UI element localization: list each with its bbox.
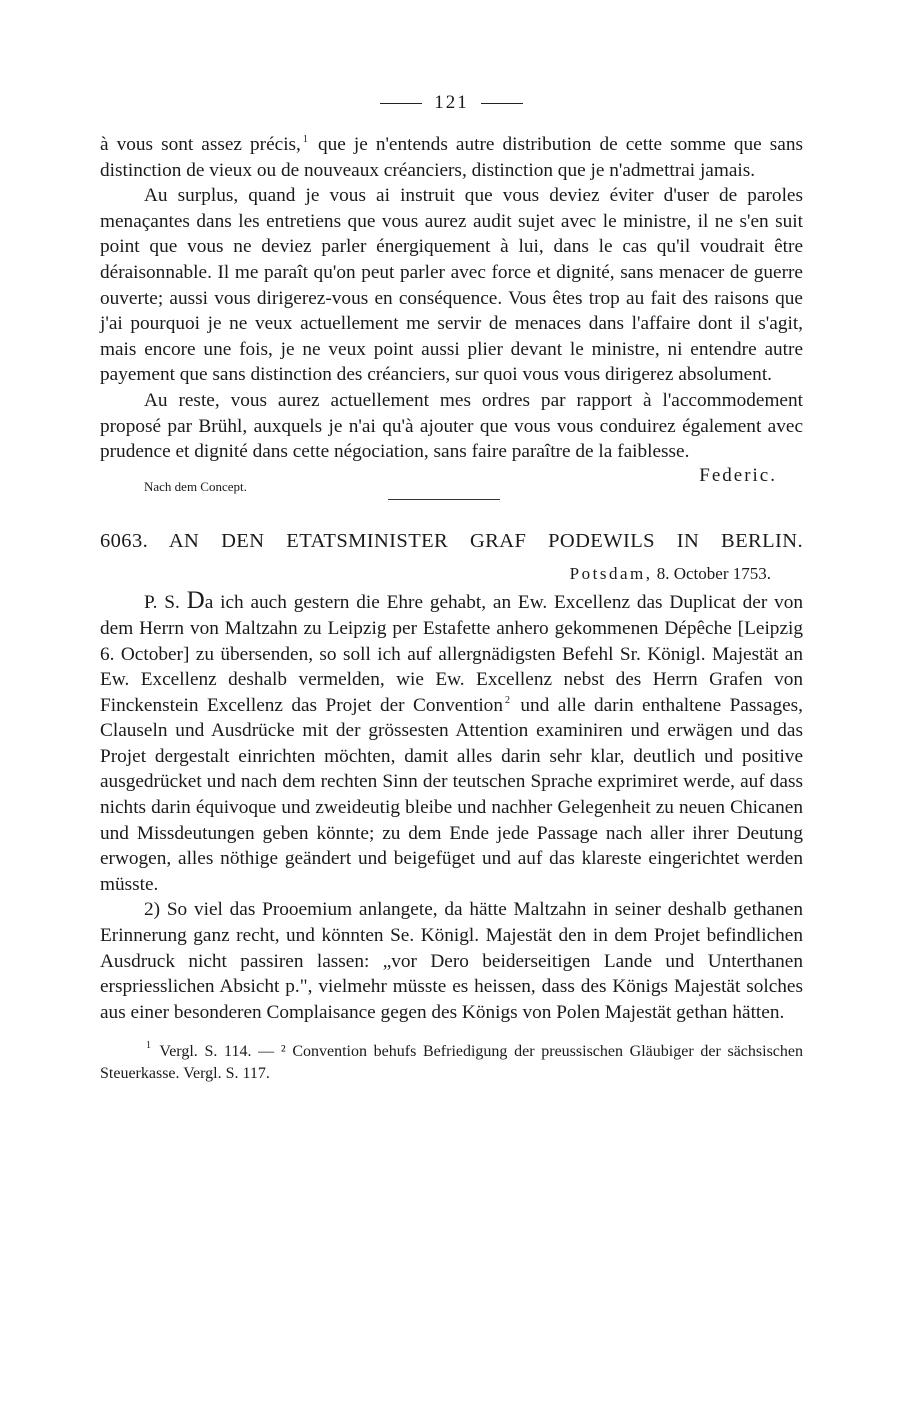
paragraph-text: a ich auch gestern die Ehre gehabt, an Ew. Excellenz das Duplicat der von dem Herrn von Maltzahn zu Leipzig per Estafette anhero gekommenen Dépêche [Leipzig 6. October] zu übersenden, so soll ich auf allergnädigsten Befehl Sr. Königl. Majestät an Ew. Excellenz deshalb vermelden, wie Ew. Excellenz nebst des Herrn Grafen von Finckenstein Excellenz das Projet der Convention <box>100 592 803 716</box>
header-rule-left <box>380 103 422 104</box>
letter-heading: 6063. AN DEN ETATSMINISTER GRAF PODEWILS IN BERLIN. <box>100 529 803 552</box>
header-rule-right <box>481 103 523 104</box>
date: 8. October 1753. <box>656 564 771 584</box>
footnote-mark: 2 <box>504 694 510 706</box>
paragraph-continuation <box>100 132 803 183</box>
paragraph-text: und alle darin enthaltene Passages, Clauseln und Ausdrücke mit der grössesten Attention examiniren und erwägen und das Projet dergestalt einrichten möchten, damit alles darin sehr klar, deutlich und positive ausgedrücket und nach dem rechten Sinn der teutschen Sprache exprimiret werde, auf dass nichts darin équivoque und zweideutig bleibe und nachher Gelegenheit zu neuen Chicanen und Missdeutungen geben könnte; zu dem Ende jede Passage nach aller ihrer Deutung erwogen, alles nöthige geändert und beigefüget und auf das klareste eingerichtet werden müsste. <box>100 694 804 895</box>
ps-label: P. S. <box>144 592 180 614</box>
separator-rule <box>388 499 500 500</box>
letter-paragraph-1 <box>100 588 803 897</box>
document-page <box>100 92 803 1085</box>
footnote-mark: 1 <box>302 134 308 145</box>
footnote-content: Vergl. S. 114. — ² Convention behufs Befriedigung der preussischen Gläubiger der sächsischen Steuerkasse. Vergl. S. 117. <box>100 1043 803 1083</box>
footnote-mark: 1 <box>146 1040 151 1052</box>
footnotes <box>100 1041 803 1085</box>
signature: Federic. <box>699 464 777 486</box>
paragraph-surplus: Au surplus, quand je vous ai instruit que vous deviez éviter d'user de paroles menaçantes dans les entretiens que vous aurez audit sujet avec le ministre, il ne s'en suit point que vous ne deviez parler énergiquement à lui, dans le cas qu'il voudrait être déraisonnable. Il me paraît qu'on peut parler avec force et dignité, sans menacer de guerre ouverte; aussi vous dirigerez-vous en conséquence. Vous êtes trop au fait des raisons que j'ai pourquoi je ne veux actuellement me servir de menaces dans l'affaire dont il s'agit, mais encore une fois, je ne veux point aussi plier devant le ministre, ni entendre autre payement que sans distinction des créanciers, sur quoi vous vous dirigerez absolument. <box>100 185 803 386</box>
initial-letter: D <box>186 587 205 615</box>
paragraph-text: que je n'entends autre distribution de cette somme que sans distinction de vieux ou de nouveaux créanciers, distinction que je n'admettrai jamais. <box>100 134 803 181</box>
page-header <box>100 92 803 114</box>
paragraph-reste: Au reste, vous aurez actuellement mes ordres par rapport à l'accommodement proposé par Brühl, auxquels je n'ai qu'à ajouter que vous vous conduirez également avec prudence et dignité dans cette négociation, sans faire paraître de la faiblesse. <box>100 389 803 463</box>
paragraph-text: à vous sont assez précis, <box>100 134 301 155</box>
footnote-text <box>100 1041 803 1085</box>
place-date <box>100 564 771 584</box>
signature-block <box>100 465 803 507</box>
letter-paragraph-2: 2) So viel das Prooemium anlangete, da hätte Maltzahn in seiner deshalb gethanen Erinnerung ganz recht, und könnten Se. Königl. Majestät den in dem Projet befindlichen Ausdruck nicht passiren lassen: „vor Dero beiderseitigen Lande und Unterthanen erspriesslichen Absicht p.", vielmehr müsste es heissen, dass des Königs Majestät solches aus einer besonderen Complaisance gegen des Königs von Polen Majestät gethan hätten. <box>100 899 803 1023</box>
page-number: 121 <box>434 92 469 113</box>
place: Potsdam, <box>569 564 653 584</box>
source-note: Nach dem Concept. <box>144 478 247 494</box>
